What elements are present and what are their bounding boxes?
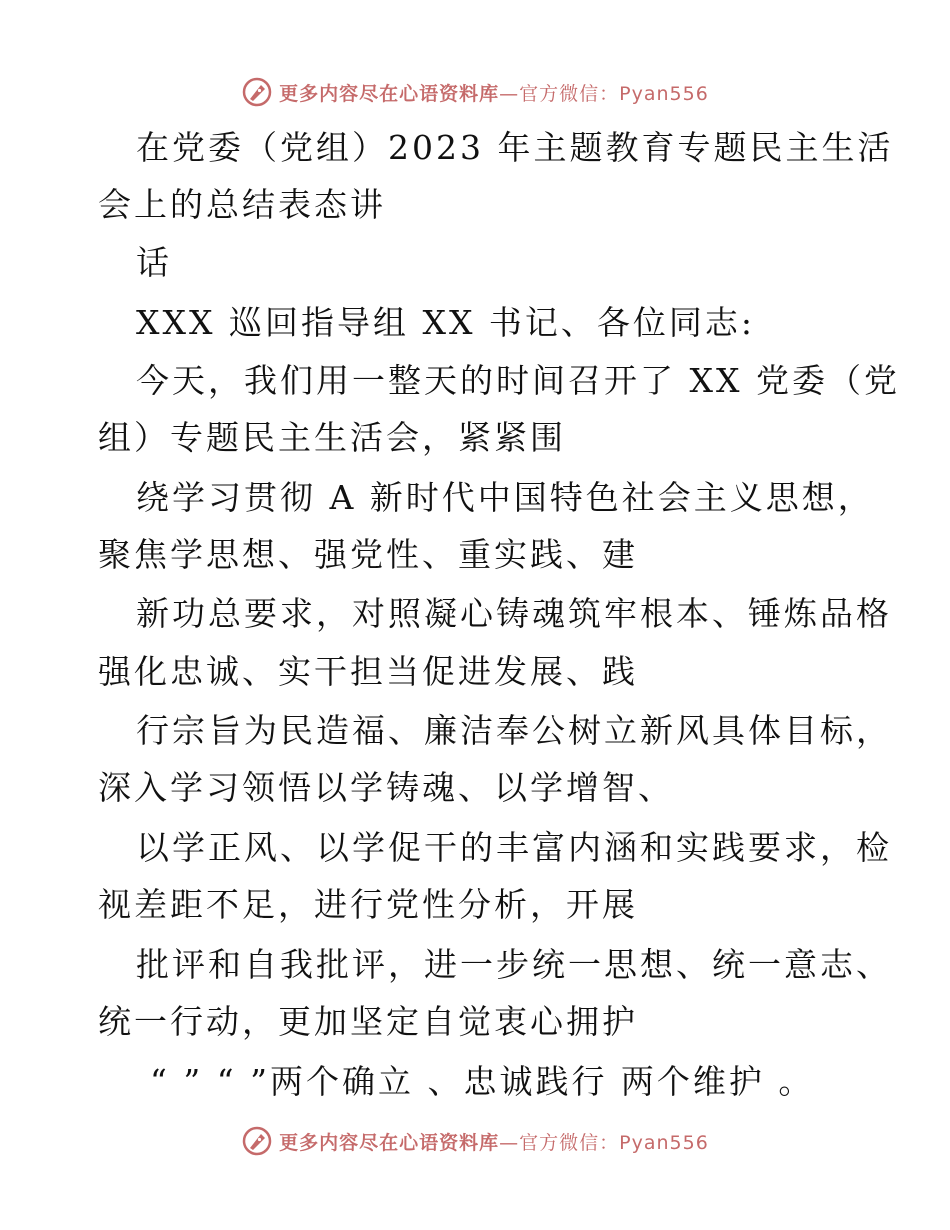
title-line-2: 会上的总结表态讲 [98,185,386,224]
pen-nib-logo-icon [241,76,273,108]
footer-watermark [0,1121,950,1161]
body-line-13: “ ” “ ”两个确立 、忠诚践行 两个维护 。 [150,1062,815,1101]
body-line-6: 强化忠诚、实干担当促进发展、践 [98,652,638,691]
title-line-3: 话 [136,243,172,282]
body-line-3: 绕学习贯彻 A 新时代中国特色社会主义思想， [136,478,874,517]
body-line-1: 今天，我们用一整天的时间召开了 XX 党委（党 [136,361,900,400]
body-line-11: 批评和自我批评，进一步统一思想、统一意志、 [136,945,892,984]
body-line-5: 新功总要求，对照凝心铸魂筑牢根本、锤炼品格 [136,594,892,633]
body-line-7: 行宗旨为民造福、廉洁奉公树立新风具体目标， [136,711,892,750]
body-line-4: 聚焦学思想、强党性、重实践、建 [98,535,638,574]
body-line-2: 组）专题民主生活会，紧紧围 [98,418,566,457]
pen-nib-logo-icon [241,1125,273,1157]
salutation-line: XXX 巡回指导组 XX 书记、各位同志: [136,303,756,342]
body-line-10: 视差距不足，进行党性分析，开展 [98,885,638,924]
watermark-brand-text: 更多内容尽在心语资料库 [279,82,500,105]
body-line-8: 深入学习领悟以学铸魂、以学增智、 [98,768,674,807]
body-line-12: 统一行动，更加坚定自觉衷心拥护 [98,1002,638,1041]
body-line-9: 以学正风、以学促干的丰富内涵和实践要求，检 [136,828,892,867]
title-line-1: 在党委（党组）2023 年主题教育专题民主生活 [136,128,894,167]
header-watermark [0,72,950,112]
watermark-brand-text: 更多内容尽在心语资料库 [279,1131,500,1154]
watermark-contact-text: —官方微信：Pyan556 [499,82,709,105]
watermark-contact-text: —官方微信：Pyan556 [499,1131,709,1154]
